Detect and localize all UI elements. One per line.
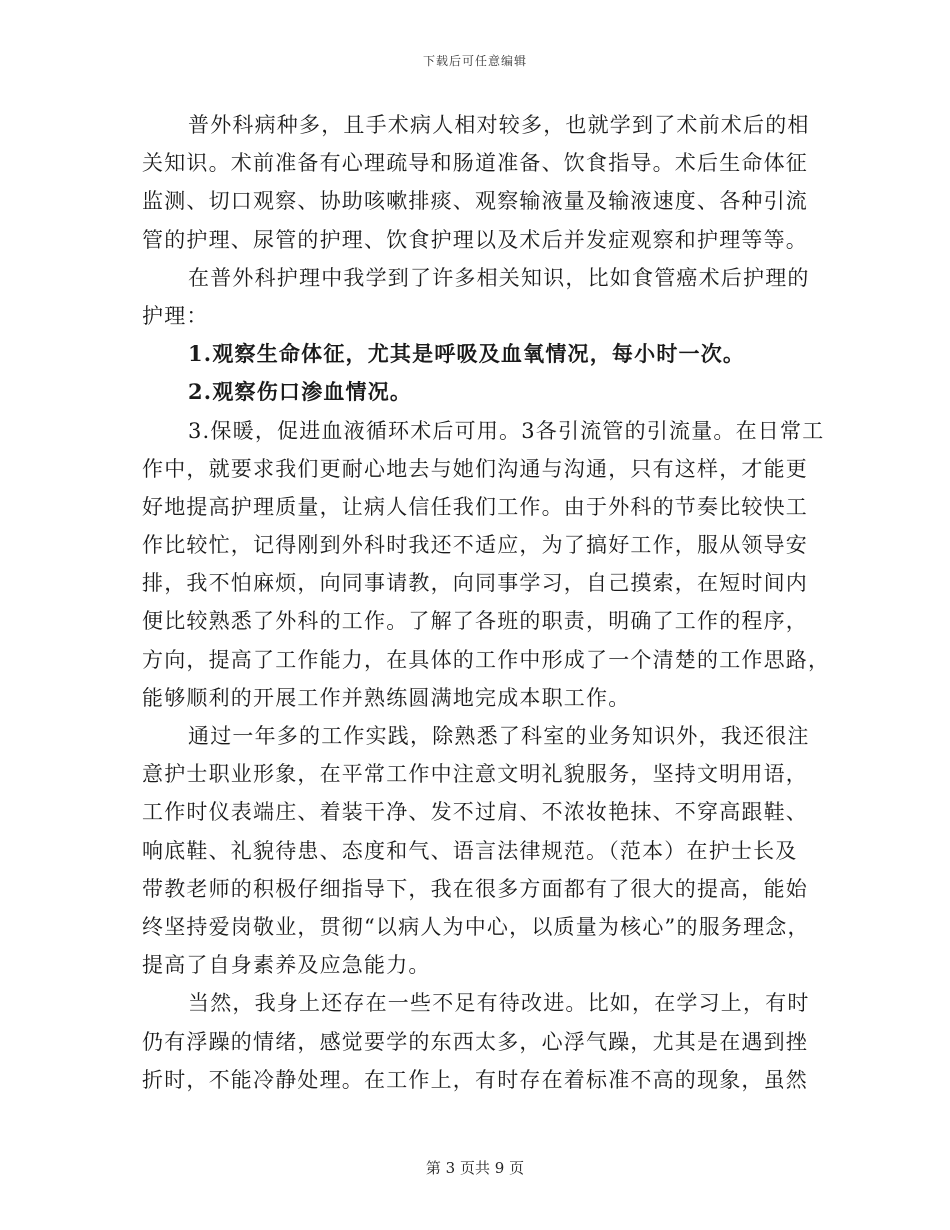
text-line: 提高了自身素养及应急能力。	[142, 953, 431, 978]
text-line: 当然，我身上还存在一些不足有待改进。比如，在学习上，有时	[188, 991, 810, 1016]
text-line: 终坚持爱岗敬业，贯彻“以病人为中心，以质量为核心”的服务理念，	[142, 914, 810, 939]
list-item-bold: 2.观察伤口渗血情况。	[188, 379, 413, 405]
text-line: 方向，提高了工作能力，在具体的工作中形成了一个清楚的工作思路，	[142, 647, 831, 672]
text-line: 带教老师的积极仔细指导下，我在很多方面都有了很大的提高，能始	[142, 876, 808, 901]
text-line: 能够顺利的开展工作并熟练圆满地完成本职工作。	[142, 685, 631, 710]
page-footer: 第 3 页共 9 页	[425, 1159, 525, 1177]
list-item-bold: 1.观察生命体征，尤其是呼吸及血氧情况，每小时一次。	[188, 341, 746, 367]
page-header: 下载后可任意编辑	[422, 54, 527, 68]
document-body	[142, 106, 831, 1099]
text-line: 监测、切口观察、协助咳嗽排痰、观察输液量及输液速度、各种引流	[142, 189, 808, 214]
text-line: 意护士职业形象，在平常工作中注意文明礼貌服务，坚持文明用语，	[142, 762, 808, 787]
list-item: 3.保暖，促进血液循环术后可用。3各引流管的引流量。在日常工	[188, 418, 825, 443]
text-line: 关知识。术前准备有心理疏导和肠道准备、饮食指导。术后生命体征	[142, 151, 808, 176]
text-line: 管的护理、尿管的护理、饮食护理以及术后并发症观察和护理等等。	[142, 227, 808, 252]
text-line: 好地提高护理质量，让病人信任我们工作。由于外科的节奏比较快工	[142, 494, 808, 519]
text-line: 折时，不能冷静处理。在工作上，有时存在着标准不高的现象，虽然	[142, 1067, 808, 1092]
text-line: 便比较熟悉了外科的工作。了解了各班的职责，明确了工作的程序，	[142, 609, 808, 634]
text-line: 作比较忙，记得刚到外科时我还不适应，为了搞好工作，服从领导安	[142, 533, 808, 558]
text-line: 仍有浮躁的情绪，感觉要学的东西太多，心浮气躁，尤其是在遇到挫	[142, 1029, 808, 1054]
text-line: 工作时仪表端庄、着装干净、发不过肩、不浓妆艳抹、不穿高跟鞋、	[142, 800, 808, 825]
text-line: 通过一年多的工作实践，除熟悉了科室的业务知识外，我还很注	[188, 724, 810, 748]
text-line: 排，我不怕麻烦，向同事请教，向同事学习，自己摸索，在短时间内	[142, 571, 808, 596]
text-line: 普外科病种多，且手术病人相对较多，也就学到了术前术后的相	[188, 113, 810, 137]
text-line: 在普外科护理中我学到了许多相关知识，比如食管癌术后护理的	[188, 265, 810, 290]
text-line: 响底鞋、礼貌待患、态度和气、语言法律规范。（范本）在护士长及	[142, 838, 798, 863]
text-line: 护理：	[142, 303, 209, 328]
text-line: 作中，就要求我们更耐心地去与她们沟通与沟通，只有这样，才能更	[142, 456, 808, 481]
